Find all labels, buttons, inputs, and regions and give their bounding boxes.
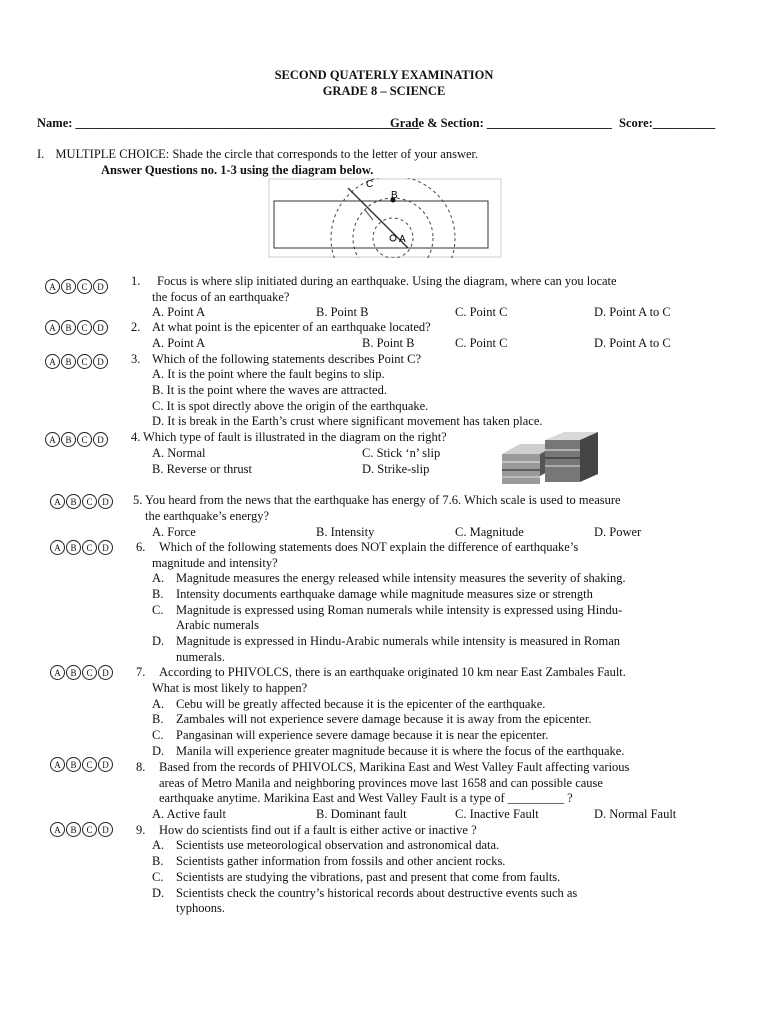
choice-b: B. It is the point where the waves are attracted. bbox=[152, 383, 387, 397]
part-number: I. bbox=[37, 147, 45, 161]
choice-letter: C. bbox=[152, 870, 164, 884]
bubble-d[interactable]: D bbox=[93, 320, 108, 335]
question-text: Focus is where slip initiated during an earthquake. Using the diagram, where can you locate bbox=[157, 274, 617, 288]
bubble-d[interactable]: D bbox=[93, 432, 108, 447]
bubble-c[interactable]: C bbox=[82, 494, 97, 509]
choice-b: Scientists gather information from fossils and other ancient rocks. bbox=[176, 854, 506, 868]
bubble-a[interactable]: A bbox=[45, 279, 60, 294]
question-text: Based from the records of PHIVOLCS, Marikina East and West Valley Fault affecting various bbox=[159, 760, 630, 774]
bubble-c[interactable]: C bbox=[77, 320, 92, 335]
bubble-c[interactable]: C bbox=[77, 354, 92, 369]
label-b: B bbox=[391, 190, 398, 201]
choice-a: A. Active fault bbox=[152, 807, 226, 821]
choice-d: Manila will experience greater magnitude because it is where the focus of the earthquake. bbox=[176, 744, 625, 758]
bubble-d[interactable]: D bbox=[98, 757, 113, 772]
bubble-a[interactable]: A bbox=[50, 540, 65, 555]
bubble-c[interactable]: C bbox=[77, 432, 92, 447]
bubble-a[interactable]: A bbox=[45, 320, 60, 335]
choice-d: D. It is break in the Earth’s crust where significant movement has taken place. bbox=[152, 414, 543, 428]
question-text: Which of the following statements describes Point C? bbox=[152, 352, 422, 366]
question-text: What is most likely to happen? bbox=[152, 681, 308, 695]
diagram-instructions: Answer Questions no. 1-3 using the diagram below. bbox=[101, 163, 374, 177]
choice-b: B. Reverse or thrust bbox=[152, 462, 252, 476]
choice-b: B. Dominant fault bbox=[316, 807, 407, 821]
bubble-b[interactable]: B bbox=[61, 320, 76, 335]
choice-letter: A. bbox=[152, 571, 165, 585]
choice-letter: B. bbox=[152, 712, 164, 726]
choice-d: D. Strike-slip bbox=[362, 462, 430, 476]
question-text: At what point is the epicenter of an earthquake located? bbox=[152, 320, 431, 334]
bubble-b[interactable]: B bbox=[66, 540, 81, 555]
question-number: 6. bbox=[136, 540, 146, 554]
choice-a: A. Point A bbox=[152, 305, 206, 319]
question-number: 1. bbox=[131, 274, 141, 288]
part-heading: MULTIPLE CHOICE: bbox=[55, 147, 170, 161]
choice-letter: A. bbox=[152, 697, 165, 711]
bubble-b[interactable]: B bbox=[66, 757, 81, 772]
choice-b: B. Point B bbox=[362, 336, 415, 350]
choice-c: C. Stick ‘n’ slip bbox=[362, 446, 441, 460]
choice-c: C. Point C bbox=[455, 305, 508, 319]
choice-a: Magnitude measures the energy released while intensity measures the severity of shaking. bbox=[176, 571, 626, 585]
answer-bubbles-q9[interactable] bbox=[50, 822, 113, 837]
bubble-a[interactable]: A bbox=[50, 494, 65, 509]
choice-c: Pangasinan will experience severe damage because it is near the epicenter. bbox=[176, 728, 549, 742]
choice-c: Magnitude is expressed using Roman numerals while intensity is expressed using Hindu- bbox=[176, 603, 623, 617]
choice-d-cont: numerals. bbox=[176, 650, 225, 664]
instructions-text: Shade the circle that corresponds to the letter of your answer. bbox=[172, 147, 479, 161]
choice-letter: C. bbox=[152, 728, 164, 742]
choice-b: B. Intensity bbox=[316, 525, 375, 539]
label-a: A bbox=[399, 234, 406, 245]
answer-bubbles-q8[interactable] bbox=[50, 757, 113, 772]
choice-d-cont: typhoons. bbox=[176, 901, 225, 915]
exam-subtitle: GRADE 8 – SCIENCE bbox=[322, 84, 446, 98]
question-text: Which of the following statements does NOT explain the difference of earthquake’s bbox=[159, 540, 579, 554]
choice-b: B. Point B bbox=[316, 305, 369, 319]
label-c: C bbox=[366, 179, 374, 190]
choice-d: Magnitude is expressed in Hindu-Arabic numerals while intensity is measured in Roman bbox=[176, 634, 621, 648]
question-text: How do scientists find out if a fault is either active or inactive ? bbox=[159, 823, 477, 837]
answer-bubbles-q1[interactable] bbox=[45, 279, 108, 294]
choice-letter: D. bbox=[152, 744, 165, 758]
instructions bbox=[37, 147, 478, 162]
question-text: earthquake anytime. Marikina East and West Valley Fault is a type of _________ ? bbox=[159, 791, 573, 805]
answer-bubbles-q4[interactable] bbox=[45, 432, 108, 447]
choice-c: C. It is spot directly above the origin of the earthquake. bbox=[152, 399, 429, 413]
question-text: Which type of fault is illustrated in the diagram on the right? bbox=[143, 430, 447, 444]
question-text: the earthquake’s energy? bbox=[145, 509, 270, 523]
earthquake-focus-diagram bbox=[268, 178, 502, 258]
answer-bubbles-q3[interactable] bbox=[45, 354, 108, 369]
question-text: the focus of an earthquake? bbox=[152, 290, 290, 304]
bubble-a[interactable]: A bbox=[50, 757, 65, 772]
bubble-d[interactable]: D bbox=[93, 354, 108, 369]
answer-bubbles-q6[interactable] bbox=[50, 540, 113, 555]
bubble-b[interactable]: B bbox=[61, 432, 76, 447]
name-field[interactable]: Name: _______________________________________________________ bbox=[37, 116, 420, 130]
question-number: 5. bbox=[133, 493, 143, 507]
question-text: You heard from the news that the earthquake has energy of 7.6. Which scale is used to measure bbox=[145, 493, 621, 507]
bubble-d[interactable]: D bbox=[98, 665, 113, 680]
bubble-b[interactable]: B bbox=[66, 665, 81, 680]
choice-c: C. Inactive Fault bbox=[455, 807, 539, 821]
choice-c-cont: Arabic numerals bbox=[176, 618, 259, 632]
choice-c: C. Point C bbox=[455, 336, 508, 350]
bubble-a[interactable]: A bbox=[50, 665, 65, 680]
score-field[interactable]: Score:__________ bbox=[619, 116, 716, 130]
answer-bubbles-q2[interactable] bbox=[45, 320, 108, 335]
question-text: magnitude and intensity? bbox=[152, 556, 278, 570]
bubble-d[interactable]: D bbox=[93, 279, 108, 294]
choice-d: Scientists check the country’s historical records about destructive events such as bbox=[176, 886, 578, 900]
exam-title: SECOND QUATERLY EXAMINATION bbox=[274, 68, 494, 82]
question-number: 4. bbox=[131, 430, 141, 444]
question-number: 2. bbox=[131, 320, 141, 334]
choice-a: A. It is the point where the fault begins to slip. bbox=[152, 367, 385, 381]
choice-a: Scientists use meteorological observation and astronomical data. bbox=[176, 838, 500, 852]
question-text: According to PHIVOLCS, there is an earthquake originated 10 km near East Zambales Fault. bbox=[159, 665, 626, 679]
bubble-c[interactable]: C bbox=[82, 665, 97, 680]
bubble-b[interactable]: B bbox=[66, 822, 81, 837]
choice-b: Intensity documents earthquake damage while magnitude measures size or strength bbox=[176, 587, 593, 601]
bubble-c[interactable]: C bbox=[82, 540, 97, 555]
choice-a: A. Force bbox=[152, 525, 196, 539]
choice-d: D. Normal Fault bbox=[594, 807, 677, 821]
choice-d: D. Point A to C bbox=[594, 305, 671, 319]
choice-letter: D. bbox=[152, 886, 165, 900]
choice-a: A. Normal bbox=[152, 446, 206, 460]
choice-letter: B. bbox=[152, 587, 164, 601]
bubble-c[interactable]: C bbox=[82, 822, 97, 837]
answer-bubbles-q5[interactable] bbox=[50, 494, 113, 509]
fault-block-illustration bbox=[500, 432, 600, 488]
choice-c: C. Magnitude bbox=[455, 525, 524, 539]
grade-section-field[interactable]: Grade & Section: ____________________ bbox=[390, 116, 612, 130]
question-number: 3. bbox=[131, 352, 141, 366]
choice-a: Cebu will be greatly affected because it is the epicenter of the earthquake. bbox=[176, 697, 546, 711]
choice-letter: D. bbox=[152, 634, 165, 648]
bubble-a[interactable]: A bbox=[45, 432, 60, 447]
choice-b: Zambales will not experience severe damage because it is away from the epicenter. bbox=[176, 712, 592, 726]
question-text: areas of Metro Manila and neighboring provinces move last 1658 and can possible cause bbox=[159, 776, 603, 790]
bubble-b[interactable]: B bbox=[61, 279, 76, 294]
choice-c: Scientists are studying the vibrations, past and present that come from faults. bbox=[176, 870, 561, 884]
choice-letter: C. bbox=[152, 603, 164, 617]
bubble-d[interactable]: D bbox=[98, 822, 113, 837]
question-number: 7. bbox=[136, 665, 146, 679]
bubble-d[interactable]: D bbox=[98, 494, 113, 509]
question-number: 9. bbox=[136, 823, 146, 837]
choice-a: A. Point A bbox=[152, 336, 206, 350]
choice-d: D. Point A to C bbox=[594, 336, 671, 350]
choice-d: D. Power bbox=[594, 525, 642, 539]
choice-letter: B. bbox=[152, 854, 164, 868]
bubble-a[interactable]: A bbox=[50, 822, 65, 837]
bubble-b[interactable]: B bbox=[61, 354, 76, 369]
bubble-a[interactable]: A bbox=[45, 354, 60, 369]
bubble-b[interactable]: B bbox=[66, 494, 81, 509]
question-number: 8. bbox=[136, 760, 146, 774]
choice-letter: A. bbox=[152, 838, 165, 852]
answer-bubbles-q7[interactable] bbox=[50, 665, 113, 680]
bubble-c[interactable]: C bbox=[77, 279, 92, 294]
bubble-d[interactable]: D bbox=[98, 540, 113, 555]
bubble-c[interactable]: C bbox=[82, 757, 97, 772]
